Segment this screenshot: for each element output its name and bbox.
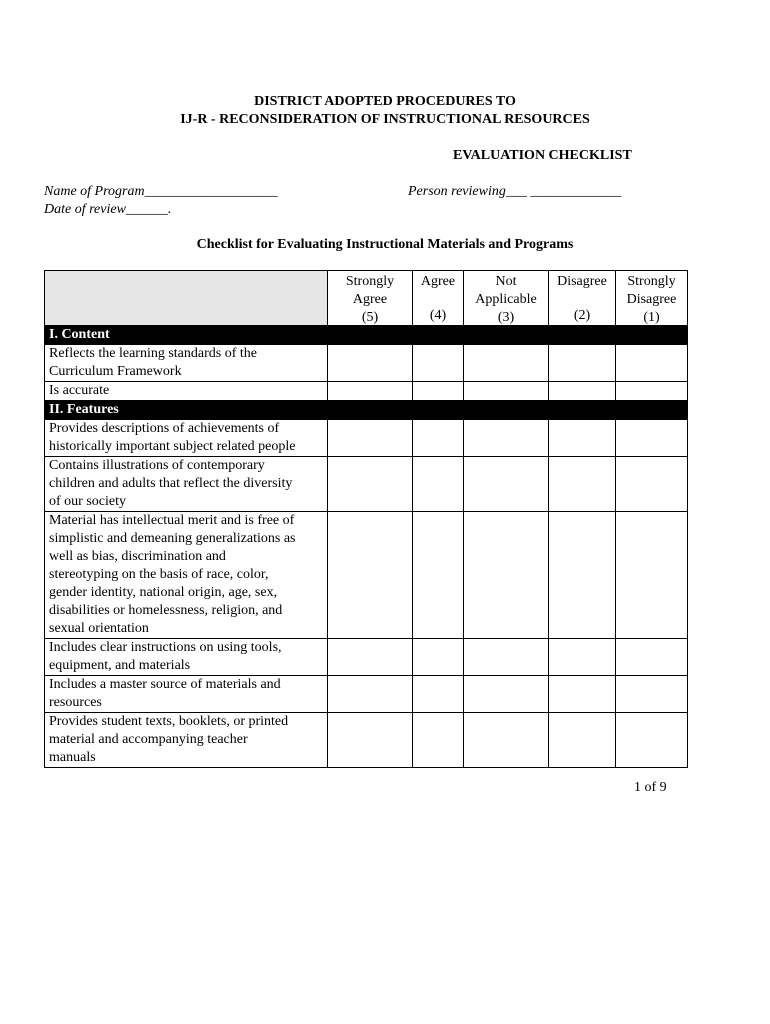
rating-cell[interactable] <box>549 676 616 713</box>
rating-cell[interactable] <box>616 420 688 457</box>
rating-cell[interactable] <box>413 457 464 512</box>
criterion-text: Reflects the learning standards of the Curriculum Framework <box>45 345 328 382</box>
reviewer-field: Person reviewing___ _____________ <box>408 184 622 199</box>
rating-cell[interactable] <box>549 345 616 382</box>
doc-title-line-1: DISTRICT ADOPTED PROCEDURES TO <box>254 94 516 109</box>
rating-cell[interactable] <box>413 512 464 639</box>
checklist-row <box>45 713 688 768</box>
criterion-text: Provides descriptions of achievements of historically important subject related people <box>45 420 328 457</box>
rating-cell[interactable] <box>328 382 413 401</box>
column-header-not-applicable <box>464 271 549 326</box>
rating-cell[interactable] <box>464 639 549 676</box>
column-score: (4) <box>429 308 447 323</box>
program-name-field: Name of Program___________________ <box>44 184 278 199</box>
section-row-features <box>45 401 688 420</box>
rating-cell[interactable] <box>616 676 688 713</box>
rating-cell[interactable] <box>464 382 549 401</box>
criterion-text: Includes a master source of materials and resources <box>45 676 328 713</box>
rating-cell[interactable] <box>616 512 688 639</box>
column-header-agree <box>413 271 464 326</box>
checklist-row <box>45 512 688 639</box>
section-title: II. Features <box>45 401 688 420</box>
section-row-content <box>45 326 688 345</box>
criterion-text: Provides student texts, booklets, or printed material and accompanying teacher manuals <box>45 713 328 768</box>
page-number: 1 of 9 <box>634 780 667 795</box>
criterion-text: Is accurate <box>45 382 328 401</box>
column-label: Disagree <box>557 274 607 289</box>
rating-cell[interactable] <box>464 512 549 639</box>
rating-cell[interactable] <box>413 345 464 382</box>
checklist-row <box>45 457 688 512</box>
rating-cell[interactable] <box>413 639 464 676</box>
rating-cell[interactable] <box>464 713 549 768</box>
rating-cell[interactable] <box>328 512 413 639</box>
rating-cell[interactable] <box>464 457 549 512</box>
rating-cell[interactable] <box>549 639 616 676</box>
rating-cell[interactable] <box>616 345 688 382</box>
rating-cell[interactable] <box>616 457 688 512</box>
doc-title-line-2: IJ-R - RECONSIDERATION OF INSTRUCTIONAL RESOURCES <box>180 112 590 127</box>
column-label: Not Applicable <box>475 274 537 307</box>
rating-cell[interactable] <box>549 512 616 639</box>
column-score: (3) <box>497 310 515 325</box>
rating-cell[interactable] <box>616 713 688 768</box>
column-header-disagree <box>549 271 616 326</box>
column-label: Agree <box>420 274 456 289</box>
rating-cell[interactable] <box>413 676 464 713</box>
rating-cell[interactable] <box>616 382 688 401</box>
criterion-text: Material has intellectual merit and is free of simplistic and demeaning generalizations as well as bias, discrimination and stereotyping on the basis of race, color, gender identity, national origin, age, sex, disabilities or homelessness, religion, and sexual orientation <box>45 512 328 639</box>
criterion-text: Contains illustrations of contemporary children and adults that reflect the diversity of our society <box>45 457 328 512</box>
rating-cell[interactable] <box>413 382 464 401</box>
rating-cell[interactable] <box>328 345 413 382</box>
column-header-strongly-disagree <box>616 271 688 326</box>
rating-cell[interactable] <box>328 420 413 457</box>
table-caption: Checklist for Evaluating Instructional Materials and Programs <box>196 237 574 252</box>
rating-cell[interactable] <box>328 639 413 676</box>
rating-cell[interactable] <box>328 676 413 713</box>
rating-cell[interactable] <box>549 382 616 401</box>
table-header-row <box>45 271 688 326</box>
column-score: (2) <box>573 308 591 323</box>
column-header-strongly-agree <box>328 271 413 326</box>
column-label: Strongly Agree <box>345 274 395 307</box>
rating-cell[interactable] <box>413 420 464 457</box>
column-label: Strongly Disagree <box>626 274 677 307</box>
review-date-field: Date of review______. <box>44 202 172 217</box>
rating-cell[interactable] <box>464 345 549 382</box>
rating-cell[interactable] <box>549 420 616 457</box>
rating-cell[interactable] <box>464 676 549 713</box>
evaluation-checklist-heading: EVALUATION CHECKLIST <box>453 148 632 163</box>
rating-cell[interactable] <box>464 420 549 457</box>
rating-cell[interactable] <box>616 639 688 676</box>
rating-cell[interactable] <box>413 713 464 768</box>
rating-cell[interactable] <box>328 713 413 768</box>
column-score: (5) <box>361 310 379 325</box>
rating-cell[interactable] <box>328 457 413 512</box>
checklist-row <box>45 420 688 457</box>
criteria-header-blank <box>45 271 328 326</box>
checklist-row <box>45 639 688 676</box>
evaluation-checklist-table <box>44 270 688 768</box>
section-title: I. Content <box>45 326 688 345</box>
checklist-row <box>45 676 688 713</box>
checklist-row <box>45 382 688 401</box>
rating-cell[interactable] <box>549 713 616 768</box>
criterion-text: Includes clear instructions on using tools, equipment, and materials <box>45 639 328 676</box>
column-score: (1) <box>643 310 660 325</box>
checklist-row <box>45 345 688 382</box>
rating-cell[interactable] <box>549 457 616 512</box>
